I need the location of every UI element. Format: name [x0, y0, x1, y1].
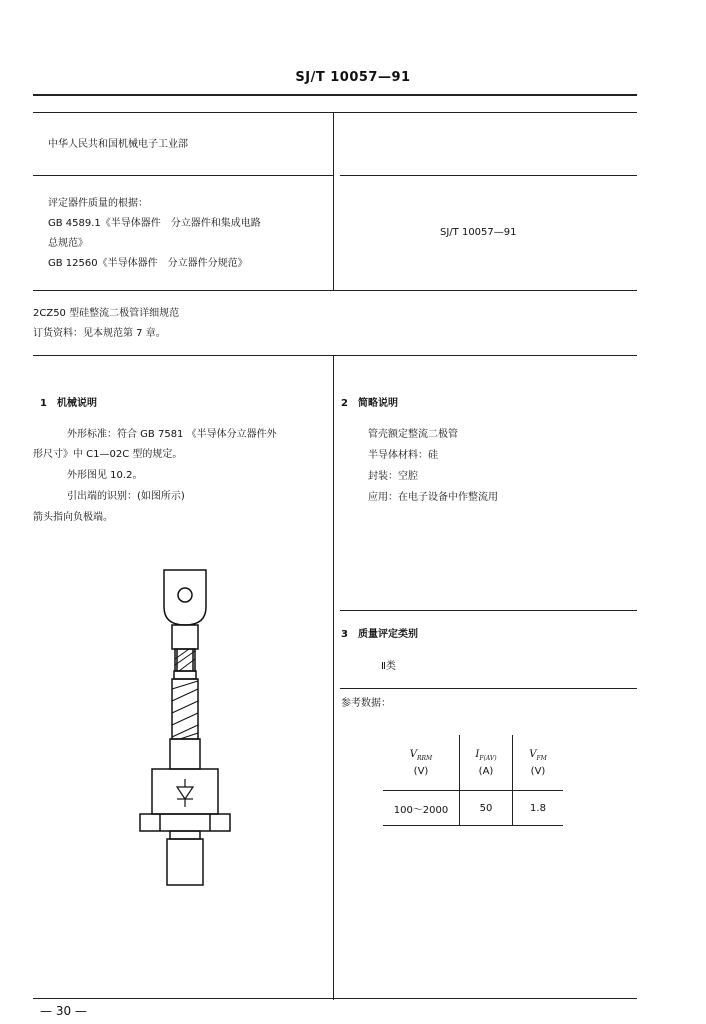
- basis-line-1: GB 4589.1《半导体器件 分立器件和集成电路: [48, 218, 261, 229]
- diode-outline-drawing: [130, 565, 240, 895]
- order-info: 订货资料：见本规范第 7 章。: [33, 328, 166, 339]
- section2-line4: 应用：在电子设备中作整流用: [368, 492, 498, 503]
- ministry-name: 中华人民共和国机械电子工业部: [48, 139, 188, 150]
- header-rule: [33, 94, 637, 96]
- section2-title: 2 简略说明: [341, 398, 398, 409]
- block1-bottom-rule-left: [33, 175, 333, 176]
- terminal-lug: [164, 570, 206, 625]
- basis-line-2: 总规范》: [48, 238, 88, 249]
- section1-p2: 外形图见 10.2。: [67, 470, 143, 481]
- block3-bottom-rule: [33, 355, 637, 356]
- section1-p4: 箭头指向负极端。: [33, 512, 113, 523]
- section2-line1: 管壳额定整流二极管: [368, 429, 458, 440]
- section2-bottom-rule: [340, 610, 637, 611]
- table-top-border: [33, 112, 637, 113]
- cell-vfm-value: 1.8: [513, 791, 564, 826]
- reference-data-label: 参考数据：: [341, 698, 391, 709]
- block1-bottom-rule-right: [340, 175, 637, 176]
- header-ifav: $I_{F(AV)}$ (A): [460, 735, 513, 791]
- diode-symbol-icon: [177, 779, 193, 807]
- section2-line2: 半导体材料：硅: [368, 450, 438, 461]
- spec-title: 2CZ50 型硅整流二极管详细规范: [33, 308, 180, 319]
- cell-vrrm-value: 100～2000: [383, 791, 460, 826]
- section3-title: 3 质量评定类别: [341, 629, 418, 640]
- column-divider-bottom: [333, 355, 334, 1000]
- section3-bottom-rule: [340, 688, 637, 689]
- standard-code-header: SJ/T 10057—91: [295, 70, 411, 85]
- header-vrrm: $V_{RRM}$ (V): [383, 735, 460, 791]
- page-number: — 30 —: [40, 1004, 87, 1018]
- reference-data-table: [383, 735, 563, 826]
- quality-category: Ⅱ类: [381, 661, 396, 672]
- column-divider-top: [333, 112, 334, 290]
- header-vfm: $V_{FM}$ (V): [513, 735, 564, 791]
- section1-title: 1 机械说明: [40, 398, 97, 409]
- basis-line-3: GB 12560《半导体器件 分立器件分规范》: [48, 258, 248, 269]
- section2-line3: 封装：空腔: [368, 471, 418, 482]
- basis-title: 评定器件质量的根据：: [48, 198, 148, 209]
- section1-p3: 引出端的识别：(如图所示): [67, 491, 185, 502]
- cell-ifav-value: 50: [460, 791, 513, 826]
- table-row: [383, 791, 563, 826]
- block2-bottom-rule: [33, 290, 637, 291]
- section1-p1-line2: 形尺寸》中 C1—02C 型的规定。: [33, 449, 183, 460]
- table-bottom-border: [33, 998, 637, 999]
- section1-p1-line1: 外形标准：符合 GB 7581 《半导体分立器件外: [67, 429, 277, 440]
- right-standard-code: SJ/T 10057—91: [440, 227, 517, 238]
